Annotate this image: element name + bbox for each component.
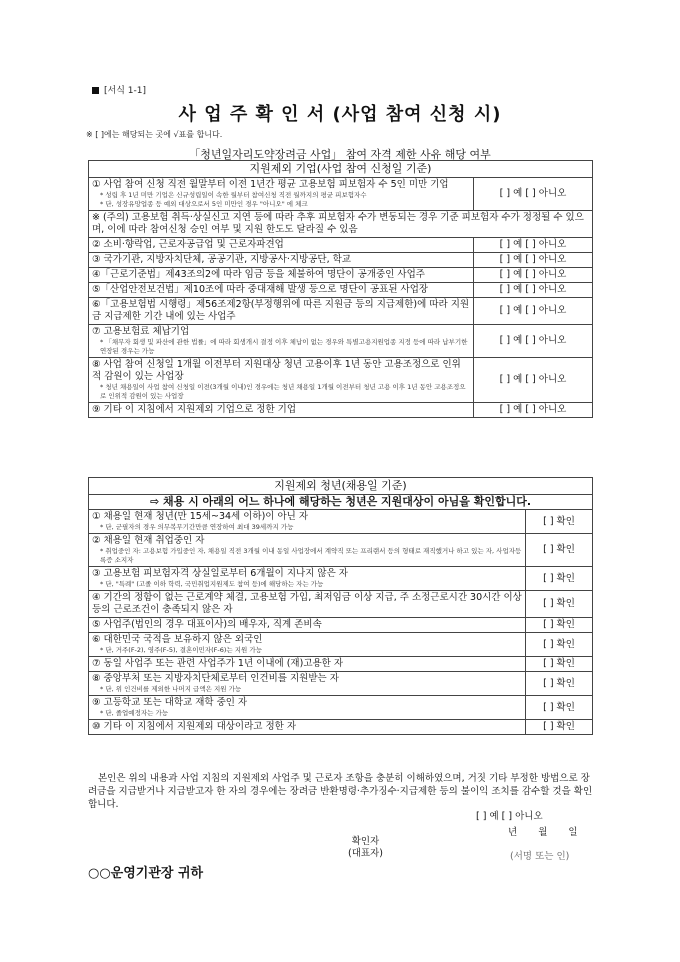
yes-no-checkbox[interactable]: [ ] 예 [ ] 아니오 (474, 268, 593, 283)
yes-no-checkbox[interactable]: [ ] 예 [ ] 아니오 (474, 403, 593, 418)
criterion-note: * 단, 성장유망업종 등 예외 대상으로서 5인 미만인 경우 "아니오" 에 체크 (100, 200, 308, 208)
table-row (89, 657, 593, 672)
table-row (89, 238, 593, 253)
criterion-cell (89, 510, 526, 534)
criterion-text: ③ 국가기관, 지방자치단체, 공공기관, 지방공사·지방공단, 학교 (92, 254, 351, 265)
criterion-text: ④「근로기준법」제43조의2에 따라 임금 등을 체불하여 명단이 공개중인 사업주 (92, 269, 425, 280)
yes-no-checkbox[interactable]: [ ] 예 [ ] 아니오 (474, 178, 593, 211)
signature-field[interactable]: (서명 또는 인) (510, 851, 570, 862)
confirm-checkbox[interactable]: [ ] 확인 (526, 510, 593, 534)
section-title: 「청년일자리도약장려금 사업」 참여 자격 제한 사유 해당 여부 (189, 148, 491, 161)
criterion-cell (89, 720, 526, 735)
criterion-text: ④ 기간의 정함이 없는 근로계약 체결, 고용보험 가입, 최저임금 이상 지급, 주 소정근로시간 30시간 이상 등의 근로조건이 충족되지 않은 자 (92, 592, 522, 615)
criterion-cell (89, 591, 526, 618)
table-row (89, 268, 593, 283)
criterion-cell (89, 403, 474, 418)
instruction-row: ⇨ 채용 시 아래의 어느 하나에 해당하는 청년은 지원대상이 아님을 확인합니다. (89, 495, 593, 510)
notice-cell: ※ (주의) 고용보험 취득·상실신고 지연 등에 따라 추후 피보험자 수가 변동되는 경우 기준 피보험자 수가 정정될 수 있으며, 이에 따라 참여신청 승인 여부 및 지원 한도도 달라질 수 있음 (89, 211, 593, 238)
table-row (89, 253, 593, 268)
criterion-cell (89, 253, 474, 268)
criterion-cell (89, 178, 474, 211)
table-row (89, 672, 593, 696)
yes-no-checkbox[interactable]: [ ] 예 [ ] 아니오 (474, 238, 593, 253)
criterion-text: ② 채용일 현재 취업중인 자 (92, 535, 205, 546)
criterion-cell (89, 325, 474, 358)
declaration-text: 본인은 위의 내용과 사업 지침의 지원제외 사업주 및 근로자 조항을 충분히 이해하였으며, 거짓 기타 부정한 방법으로 장려금을 지급받거나 지급받고자 한 자의 경우에는 장려금 반환명령·추가징수·지급제한 등의 불이익 조치를 감수할 것을 확인합니다. (88, 773, 593, 810)
excluded-companies-table (88, 160, 593, 418)
confirmer-label: 확인자 (대표자) (348, 836, 383, 859)
criterion-text: ⑩ 기타 이 지침에서 지원제외 대상이라고 정한 자 (92, 721, 297, 732)
excluded-youth-table (88, 477, 593, 735)
criterion-text: ⑦ 동일 사업주 또는 관련 사업주가 1년 이내에 (재)고용한 자 (92, 658, 344, 669)
yes-no-checkbox[interactable]: [ ] 예 [ ] 아니오 (474, 358, 593, 403)
criterion-cell (89, 672, 526, 696)
table-row (89, 403, 593, 418)
criterion-text: ⑦ 고용보험료 체납기업 (92, 326, 190, 337)
square-bullet-icon (92, 87, 99, 94)
confirm-checkbox[interactable]: [ ] 확인 (526, 657, 593, 672)
confirm-checkbox[interactable]: [ ] 확인 (526, 591, 593, 618)
criterion-cell (89, 633, 526, 657)
criterion-note: * 청년 채용일이 사업 참여 신청일 이전(3개월 이내)인 경우에는 청년 채용일 1개월 이전부터 청년 고용 이후 1년 동안 고용조정으로 인위적 감원이 있는 사업장 (100, 383, 466, 400)
table-row (89, 633, 593, 657)
yes-no-checkbox[interactable]: [ ] 예 [ ] 아니오 (474, 283, 593, 298)
criterion-cell (89, 268, 474, 283)
criterion-text: ① 사업 참여 신청 직전 월말부터 이전 1년간 평균 고용보험 피보험자 수 5인 미만 기업 (92, 179, 449, 190)
criterion-cell (89, 567, 526, 591)
check-instruction-note: ※ [ ]에는 해당되는 곳에 √표를 합니다. (86, 130, 223, 139)
criterion-note: * 단, 군필자의 경우 의무복무기간만큼 연장하여 최대 39세까지 가능 (100, 523, 294, 531)
criterion-text: ② 소비·향락업, 근로자공급업 및 근로자파견업 (92, 239, 284, 250)
table-row (89, 534, 593, 567)
table-header: 지원제외 청년(채용일 기준) (89, 478, 593, 495)
criterion-note: * 단, 거주(F-2), 영주(F-5), 결혼이민자(F-6)는 지원 가능 (100, 646, 262, 654)
table-row (89, 567, 593, 591)
confirm-checkbox[interactable]: [ ] 확인 (526, 696, 593, 720)
form-number-label: [서식 1-1] (92, 83, 146, 96)
yes-no-checkbox[interactable]: [ ] 예 [ ] 아니오 (474, 298, 593, 325)
date-field[interactable]: 년 월 일 (508, 827, 578, 838)
criterion-cell (89, 283, 474, 298)
criterion-text: ⑧ 사업 참여 신청일 1개월 이전부터 지원대상 청년 고용이후 1년 동안 고용조정으로 인위적 감원이 있는 사업장 (92, 359, 461, 382)
criterion-cell (89, 696, 526, 720)
criterion-text: ① 채용일 현재 청년(만 15세~34세 이하)이 아닌 자 (92, 511, 309, 522)
agree-checkbox[interactable]: [ ] 예 [ ] 아니오 (476, 811, 543, 822)
criterion-text: ③ 고용보험 피보험자격 상실일로부터 6개월이 지나지 않은 자 (92, 568, 348, 579)
criterion-cell (89, 534, 526, 567)
criterion-note: * 단, "특례" (고졸 이하 학력, 국민취업지원제도 참여 등)에 해당하는 자는 가능 (100, 580, 324, 588)
table-row (89, 325, 593, 358)
criterion-note: * 단, 졸업예정자는 가능 (100, 709, 169, 717)
yes-no-checkbox[interactable]: [ ] 예 [ ] 아니오 (474, 325, 593, 358)
addressee: ○○운영기관장 귀하 (88, 866, 204, 881)
criterion-text: ⑧ 중앙부처 또는 지방자치단체로부터 인건비를 지원받는 자 (92, 673, 339, 684)
notice-row (89, 211, 593, 238)
table-row (89, 283, 593, 298)
yes-no-checkbox[interactable]: [ ] 예 [ ] 아니오 (474, 253, 593, 268)
table-row (89, 720, 593, 735)
table-row (89, 618, 593, 633)
confirm-checkbox[interactable]: [ ] 확인 (526, 534, 593, 567)
criterion-text: ⑨ 고등학교 또는 대학교 재학 중인 자 (92, 697, 248, 708)
confirm-checkbox[interactable]: [ ] 확인 (526, 618, 593, 633)
criterion-text: ⑥「고용보험법 시행령」제56조제2항(부정행위에 따른 지원금 등의 지급제한)에 따라 지원금 지급제한 기간 내에 있는 사업주 (92, 299, 470, 322)
table-header: 지원제외 기업(사업 참여 신청일 기준) (89, 161, 593, 178)
criterion-note: * 「채무자 회생 및 파산에 관한 법률」에 따라 회생개시 결정 이후 체납이 없는 경우와 특별고용지원업종 지정 등에 따라 납부기한 연장된 경우는 가능 (100, 338, 468, 355)
table-row (89, 696, 593, 720)
table-row (89, 358, 593, 403)
confirm-checkbox[interactable]: [ ] 확인 (526, 633, 593, 657)
criterion-cell (89, 238, 474, 253)
criterion-text: ⑤「산업안전보건법」제10조에 따라 중대재해 발생 등으로 명단이 공표된 사업장 (92, 284, 429, 295)
criterion-cell (89, 657, 526, 672)
criterion-cell (89, 358, 474, 403)
criterion-cell (89, 298, 474, 325)
criterion-cell (89, 618, 526, 633)
table-row (89, 298, 593, 325)
criterion-text: ⑨ 기타 이 지침에서 지원제외 기업으로 정한 기업 (92, 404, 297, 415)
criterion-note: * 성립 후 1년 미만 기업은 신규성립일이 속한 월부터 참여신청 직전 월까지의 평균 피보험자수 (100, 191, 367, 199)
confirm-checkbox[interactable]: [ ] 확인 (526, 720, 593, 735)
table-row (89, 178, 593, 211)
page-title: 사 업 주 확 인 서 (사업 참여 신청 시) (178, 104, 502, 125)
confirm-checkbox[interactable]: [ ] 확인 (526, 672, 593, 696)
table-row (89, 591, 593, 618)
table-row (89, 510, 593, 534)
criterion-text: ⑤ 사업주(법인의 경우 대표이사)의 배우자, 직계 존비속 (92, 619, 322, 630)
criterion-note: * 취업중인 자: 고용보험 가입중인 자, 채용일 직전 3개월 이내 동일 사업장에서 계약직 또는 프리랜서 등의 형태로 재직했거나 하고 있는 자, 사업자등록증 소지자 (100, 547, 522, 564)
criterion-note: * 단, 위 인건비를 제외한 나머지 급액은 지원 가능 (100, 685, 242, 693)
confirm-checkbox[interactable]: [ ] 확인 (526, 567, 593, 591)
criterion-text: ⑥ 대한민국 국적을 보유하지 않은 외국인 (92, 634, 263, 645)
